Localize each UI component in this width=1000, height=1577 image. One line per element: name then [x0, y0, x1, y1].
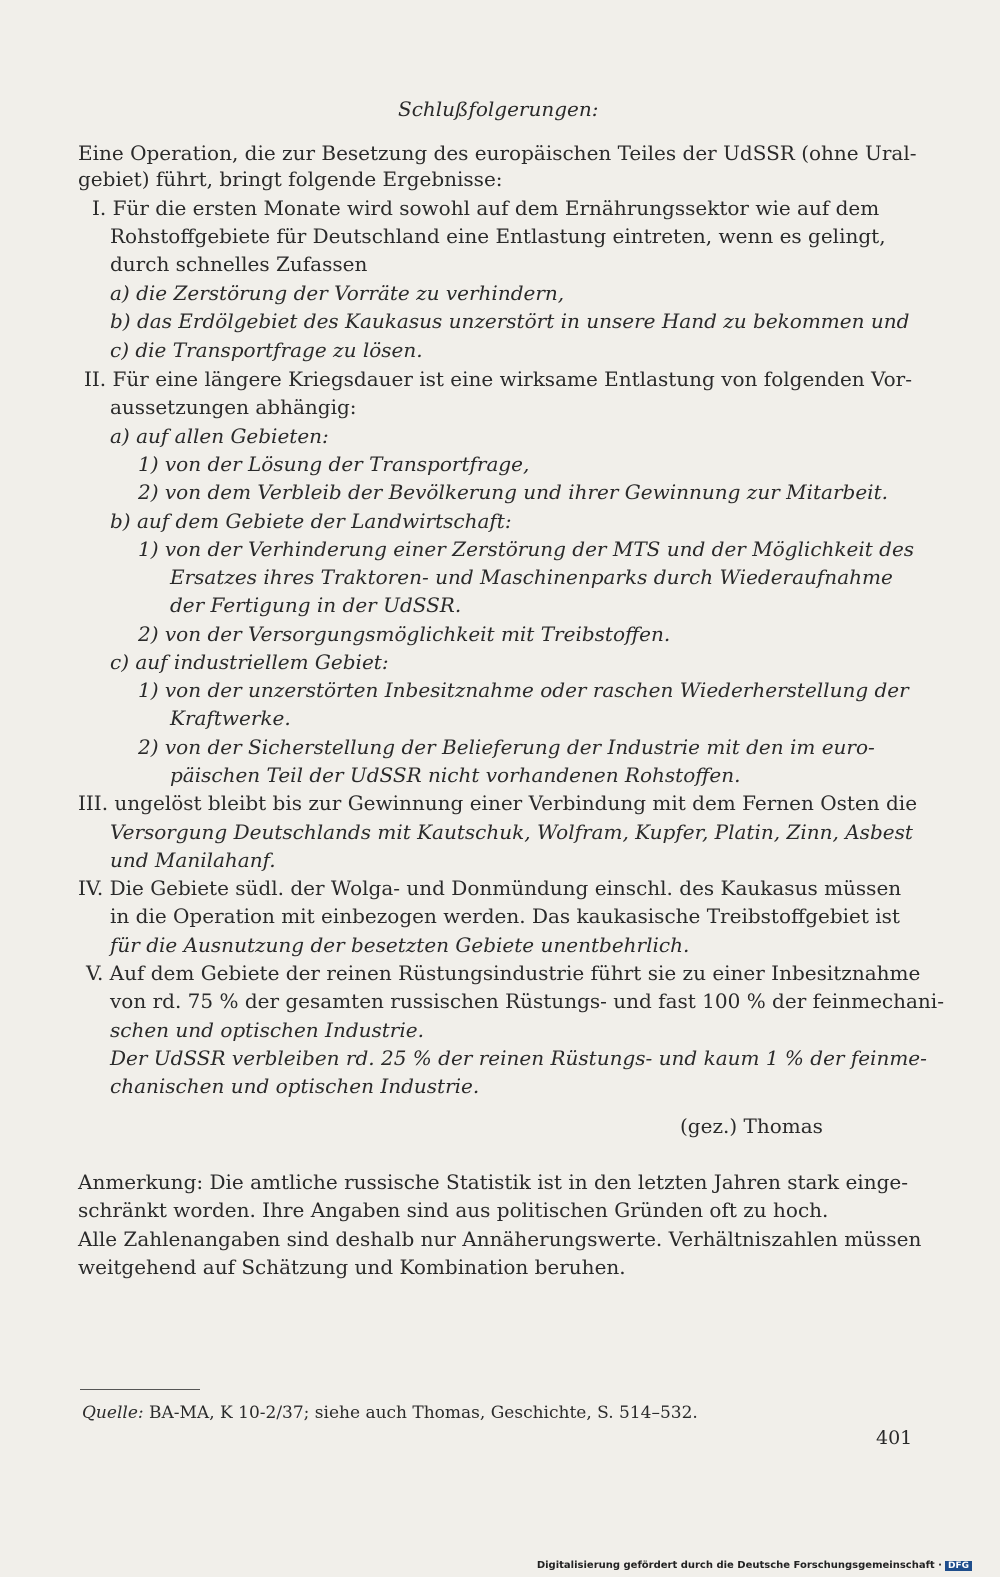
text-line: a) die Zerstörung der Vorräte zu verhindern,	[110, 281, 565, 305]
text-line: 2) von der Sicherstellung der Belieferung der Industrie mit den im euro-	[138, 735, 875, 759]
text-line: III. ungelöst bleibt bis zur Gewinnung einer Verbindung mit dem Fernen Osten die	[78, 791, 918, 815]
text-line: IV. Die Gebiete südl. der Wolga- und Donmündung einschl. des Kaukasus müssen	[78, 876, 902, 900]
text-line: II. Für eine längere Kriegsdauer ist eine wirksame Entlastung von folgenden Vor-	[84, 367, 912, 391]
signature-line: (gez.) Thomas	[680, 1114, 823, 1138]
footnote-rule	[80, 1389, 200, 1390]
footer-text: Digitalisierung gefördert durch die Deutsche Forschungsgemeinschaft ·	[536, 1560, 942, 1571]
text-line: durch schnelles Zufassen	[110, 252, 368, 276]
text-line: c) die Transportfrage zu lösen.	[110, 338, 423, 362]
text-line: weitgehend auf Schätzung und Kombination beruhen.	[78, 1255, 626, 1279]
text-line: chanischen und optischen Industrie.	[110, 1074, 480, 1098]
text-line: Rohstoffgebiete für Deutschland eine Entlastung eintreten, wenn es gelingt,	[110, 224, 886, 248]
text-line: Anmerkung: Die amtliche russische Statistik ist in den letzten Jahren stark einge-	[78, 1170, 908, 1194]
text-line: 1) von der Verhinderung einer Zerstörung der MTS und der Möglichkeit des	[138, 537, 915, 561]
text-line: 2) von der Versorgungsmöglichkeit mit Treibstoffen.	[138, 622, 671, 646]
text-line: und Manilahanf.	[110, 848, 276, 872]
text-line: V. Auf dem Gebiete der reinen Rüstungsindustrie führt sie zu einer Inbesitznahme	[86, 961, 921, 985]
page-number: 401	[876, 1427, 913, 1449]
text-line: gebiet) führt, bringt folgende Ergebnisse:	[78, 167, 503, 191]
digitization-footer	[537, 1560, 972, 1571]
text-line: der Fertigung in der UdSSR.	[170, 593, 462, 617]
text-line: von rd. 75 % der gesamten russischen Rüstungs- und fast 100 % der feinmechani-	[110, 989, 944, 1013]
text-line: Kraftwerke.	[170, 706, 291, 730]
text-line: in die Operation mit einbezogen werden. Das kaukasische Treibstoffgebiet ist	[110, 904, 900, 928]
text-line: Ersatzes ihres Traktoren- und Maschinenparks durch Wiederaufnahme	[170, 565, 893, 589]
section-title: Schlußfolgerungen:	[398, 97, 599, 121]
text-line: Eine Operation, die zur Besetzung des europäischen Teiles der UdSSR (ohne Ural-	[78, 141, 917, 165]
text-line: 2) von dem Verbleib der Bevölkerung und ihrer Gewinnung zur Mitarbeit.	[138, 480, 888, 504]
footnote-text: BA-MA, K 10-2/37; siehe auch Thomas, Geschichte, S. 514–532.	[143, 1403, 698, 1423]
text-line: schen und optischen Industrie.	[110, 1018, 424, 1042]
dfg-logo: DFG	[945, 1561, 972, 1571]
text-line: a) auf allen Gebieten:	[110, 424, 329, 448]
text-line: b) das Erdölgebiet des Kaukasus unzerstört in unsere Hand zu bekommen und	[110, 309, 910, 333]
text-line: schränkt worden. Ihre Angaben sind aus politischen Gründen oft zu hoch.	[78, 1198, 829, 1222]
text-line: 1) von der unzerstörten Inbesitznahme oder raschen Wiederherstellung der	[138, 678, 909, 702]
text-line: Alle Zahlenangaben sind deshalb nur Annäherungswerte. Verhältniszahlen müssen	[78, 1227, 922, 1251]
text-line: päischen Teil der UdSSR nicht vorhandenen Rohstoffen.	[170, 763, 741, 787]
text-line: Versorgung Deutschlands mit Kautschuk, Wolfram, Kupfer, Platin, Zinn, Asbest	[110, 820, 913, 844]
text-line: I. Für die ersten Monate wird sowohl auf dem Ernährungssektor wie auf dem	[92, 196, 880, 220]
text-line: Der UdSSR verbleiben rd. 25 % der reinen Rüstungs- und kaum 1 % der feinme-	[110, 1046, 927, 1070]
footnote-label: Quelle:	[82, 1403, 144, 1423]
text-line: aussetzungen abhängig:	[110, 395, 357, 419]
text-line: c) auf industriellem Gebiet:	[110, 650, 389, 674]
text-line: für die Ausnutzung der besetzten Gebiete unentbehrlich.	[110, 933, 690, 957]
text-line: 1) von der Lösung der Transportfrage,	[138, 452, 530, 476]
text-line: b) auf dem Gebiete der Landwirtschaft:	[110, 509, 512, 533]
